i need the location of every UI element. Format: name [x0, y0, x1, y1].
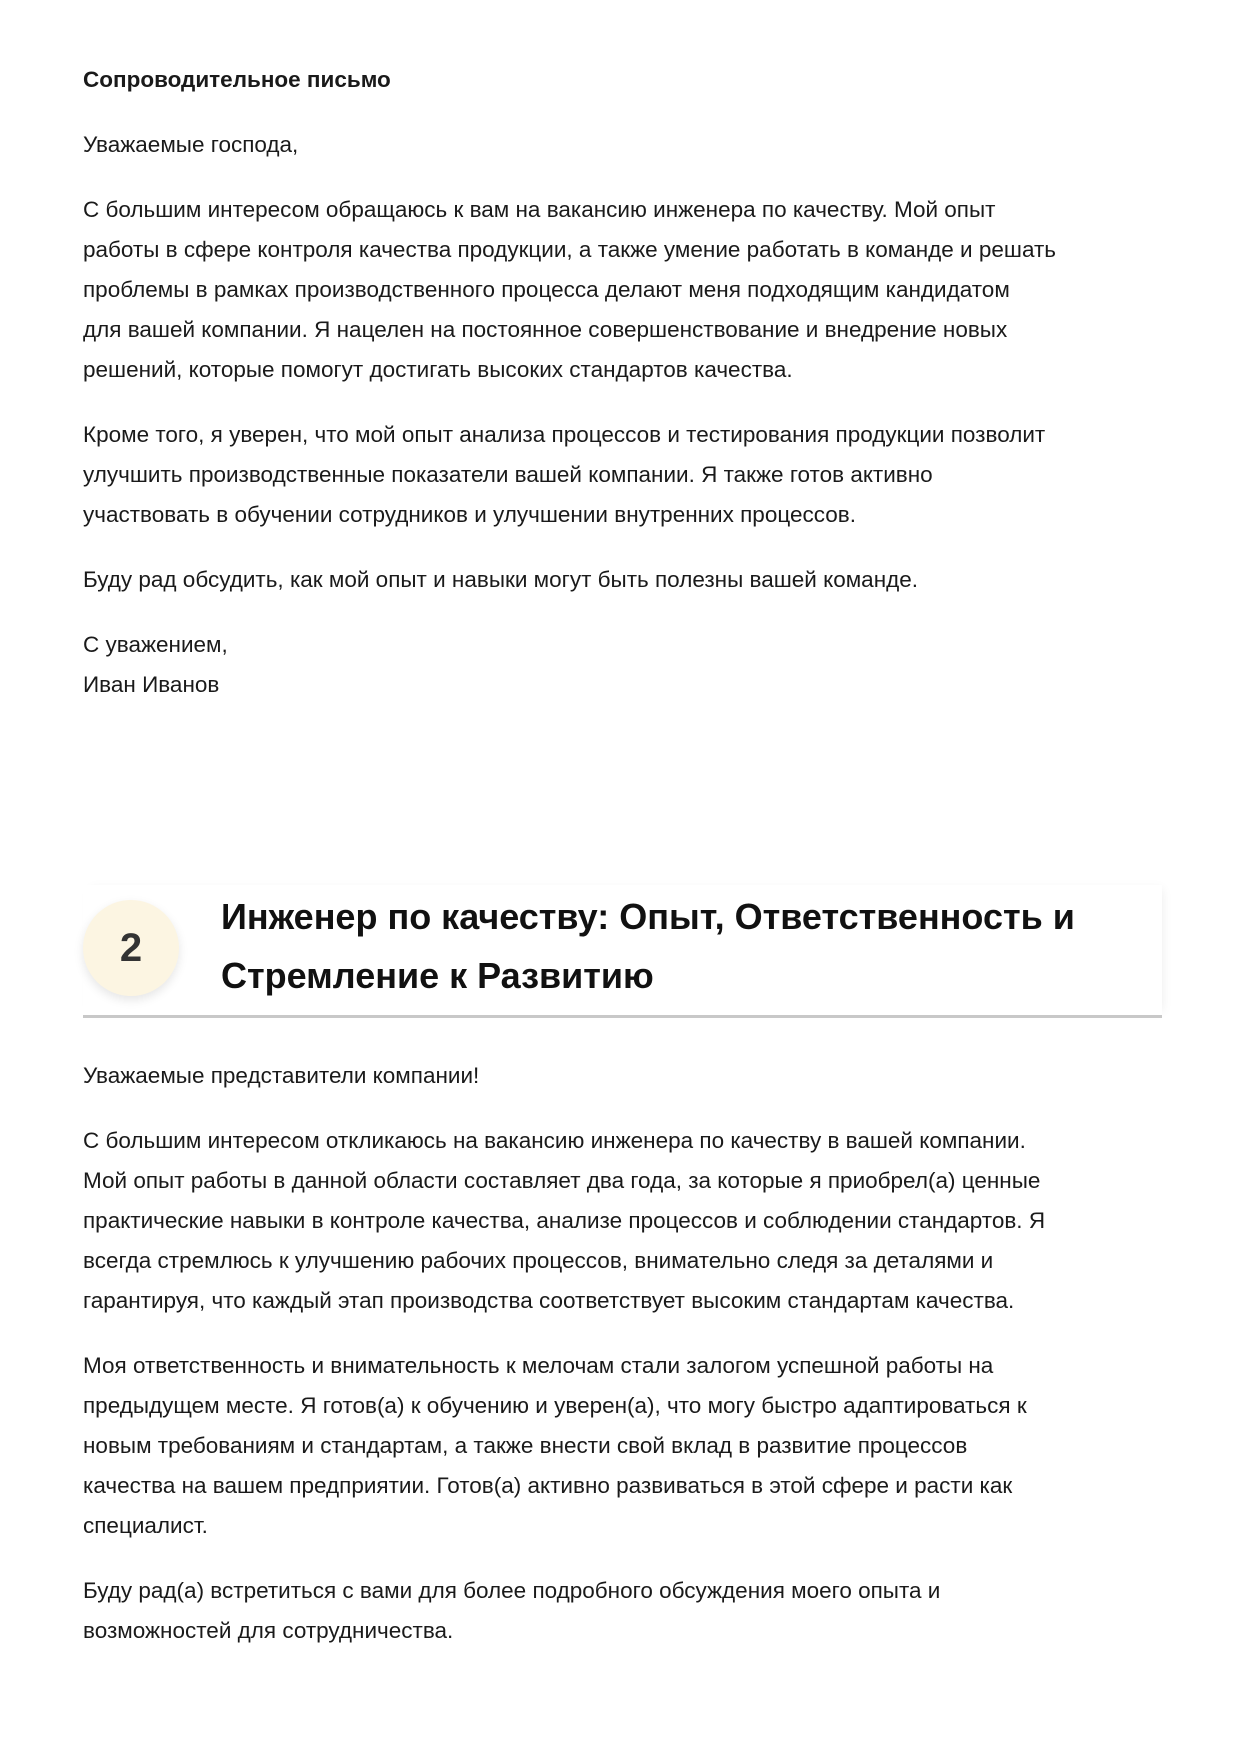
cover-letter-1 — [83, 60, 1168, 730]
text-line: Моя ответственность и внимательность к мелочам стали залогом успешной работы на — [83, 1353, 994, 1378]
text-line: С большим интересом откликаюсь на вакансию инженера по качеству в вашей компании. — [83, 1128, 1026, 1153]
paragraph — [83, 1571, 1168, 1651]
paragraph — [83, 1121, 1168, 1321]
text-line: для вашей компании. Я нацелен на постоянное совершенствование и внедрение новых — [83, 317, 1008, 342]
heading-line: Стремление к Развитию — [221, 955, 654, 996]
text-line: гарантируя, что каждый этап производства соответствует высоким стандартам качества. — [83, 1288, 1015, 1313]
text-line: предыдущем месте. Я готов(а) к обучению и уверен(а), что могу быстро адаптироваться к — [83, 1393, 1027, 1418]
text-line: практические навыки в контроле качества, анализе процессов и соблюдении стандартов. Я — [83, 1208, 1046, 1233]
text-line: проблемы в рамках производственного процесса делают меня подходящим кандидатом — [83, 277, 1010, 302]
text-line: Кроме того, я уверен, что мой опыт анализа процессов и тестирования продукции позволит — [83, 422, 1046, 447]
text-line: Буду рад(а) встретиться с вами для более подробного обсуждения моего опыта и — [83, 1578, 941, 1603]
section-number-badge: 2 — [83, 900, 179, 996]
text-line: решений, которые помогут достигать высоких стандартов качества. — [83, 357, 793, 382]
text-line: Мой опыт работы в данной области составляет два года, за которые я приобрел(а) ценные — [83, 1168, 1041, 1193]
cover-letter-2 — [83, 1056, 1168, 1676]
section-header — [83, 885, 1162, 1015]
text-line: качества на вашем предприятии. Готов(а) активно развиваться в этой сфере и расти как — [83, 1473, 1013, 1498]
paragraph — [83, 190, 1168, 390]
paragraph — [83, 415, 1168, 535]
greeting: Уважаемые господа, — [83, 132, 299, 157]
heading-line: Инженер по качеству: Опыт, Ответственность и — [221, 896, 1075, 937]
text-line: всегда стремлюсь к улучшению рабочих процессов, внимательно следя за деталями и — [83, 1248, 994, 1273]
letter-title: Сопроводительное письмо — [83, 67, 391, 92]
paragraph — [83, 560, 1168, 600]
text-line: новым требованиям и стандартам, а также внести свой вклад в развитие процессов — [83, 1433, 968, 1458]
closing: С уважением, — [83, 632, 228, 657]
signature: Иван Иванов — [83, 672, 220, 697]
text-line: улучшить производственные показатели вашей компании. Я также готов активно — [83, 462, 933, 487]
sign-off — [83, 625, 1168, 705]
text-line: Буду рад обсудить, как мой опыт и навыки могут быть полезны вашей команде. — [83, 567, 919, 592]
greeting: Уважаемые представители компании! — [83, 1063, 480, 1088]
text-line: участвовать в обучении сотрудников и улучшении внутренних процессов. — [83, 502, 856, 527]
paragraph — [83, 1346, 1168, 1546]
section-heading — [221, 887, 1075, 1005]
section-divider — [83, 1015, 1162, 1018]
text-line: возможностей для сотрудничества. — [83, 1618, 454, 1643]
text-line: специалист. — [83, 1513, 208, 1538]
text-line: С большим интересом обращаюсь к вам на вакансию инженера по качеству. Мой опыт — [83, 197, 996, 222]
text-line: работы в сфере контроля качества продукции, а также умение работать в команде и решать — [83, 237, 1057, 262]
